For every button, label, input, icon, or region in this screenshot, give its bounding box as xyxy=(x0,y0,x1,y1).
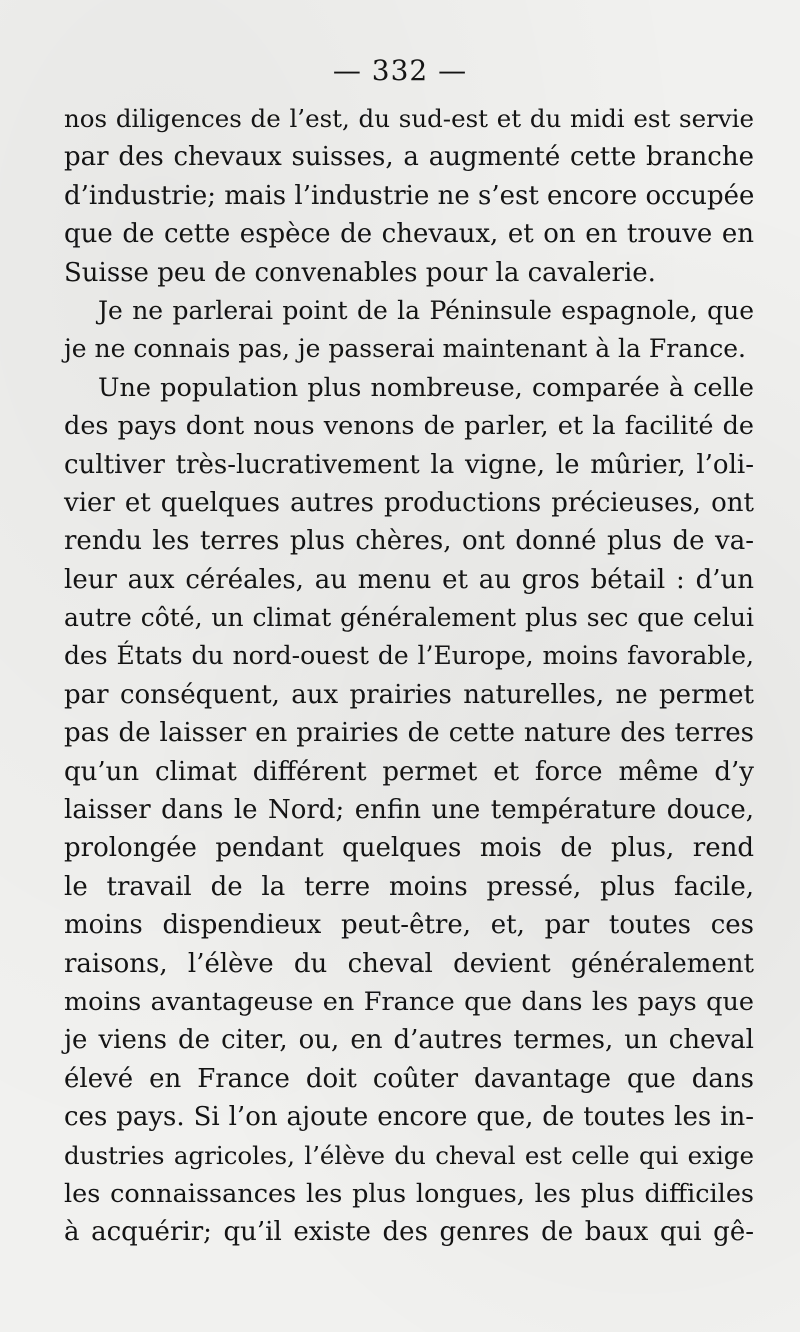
text-line: qu’un climat différent permet et force même d’y xyxy=(64,756,754,787)
text-line: le travail de la terre moins pressé, plus facile, xyxy=(64,871,754,902)
text-line: Une population plus nombreuse, comparée à celle xyxy=(98,372,754,403)
text-line: ces pays. Si l’on ajoute encore que, de toutes les in- xyxy=(64,1102,754,1133)
text-line: dustries agricoles, l’élève du cheval est celle qui exige xyxy=(64,1140,754,1170)
text-line: prolongée pendant quelques mois de plus, rend xyxy=(64,833,754,864)
text-line: je ne connais pas, je passerai maintenant à la France. xyxy=(64,334,746,364)
text-line: leur aux céréales, au menu et au gros bétail : d’un xyxy=(64,564,754,595)
text-line: des États du nord-ouest de l’Europe, moins favorable, xyxy=(64,641,754,671)
text-line: d’industrie; mais l’industrie ne s’est encore occupée xyxy=(64,180,755,211)
text-line: par des chevaux suisses, a augmenté cette branche xyxy=(64,142,754,173)
text-line: par conséquent, aux prairies naturelles, ne permet xyxy=(64,679,754,710)
text-line: je viens de citer, ou, en d’autres termes, un cheval xyxy=(64,1025,754,1056)
text-line: autre côté, un climat généralement plus sec que celui xyxy=(64,603,754,633)
text-line: laisser dans le Nord; enfin une température douce, xyxy=(64,795,754,826)
text-line: vier et quelques autres productions précieuses, ont xyxy=(64,487,754,518)
text-line: élevé en France doit coûter davantage que dans xyxy=(64,1063,754,1094)
text-line: les connaissances les plus longues, les plus difficiles xyxy=(64,1178,754,1209)
text-line: rendu les terres plus chères, ont donné plus de va- xyxy=(64,526,754,557)
text-line: moins avantageuse en France que dans les pays que xyxy=(64,986,754,1017)
body-text xyxy=(64,100,754,1252)
text-line: cultiver très-lucrativement la vigne, le mûrier, l’oli- xyxy=(64,449,754,480)
page-number: — 332 — xyxy=(332,54,468,87)
text-line: Suisse peu de convenables pour la cavalerie. xyxy=(64,257,656,288)
text-line: pas de laisser en prairies de cette nature des terres xyxy=(64,718,754,749)
text-line: raisons, l’élève du cheval devient généralement xyxy=(64,948,754,979)
text-line: des pays dont nous venons de parler, et la facilité de xyxy=(64,411,754,442)
text-line: moins dispendieux peut-être, et, par toutes ces xyxy=(64,910,754,941)
text-line: à acquérir; qu’il existe des genres de baux qui gê- xyxy=(64,1217,754,1248)
text-line: que de cette espèce de chevaux, et on en trouve en xyxy=(64,219,754,250)
text-line: Je ne parlerai point de la Péninsule espagnole, que xyxy=(98,295,754,325)
text-line: nos diligences de l’est, du sud-est et du midi est servie xyxy=(64,104,754,133)
